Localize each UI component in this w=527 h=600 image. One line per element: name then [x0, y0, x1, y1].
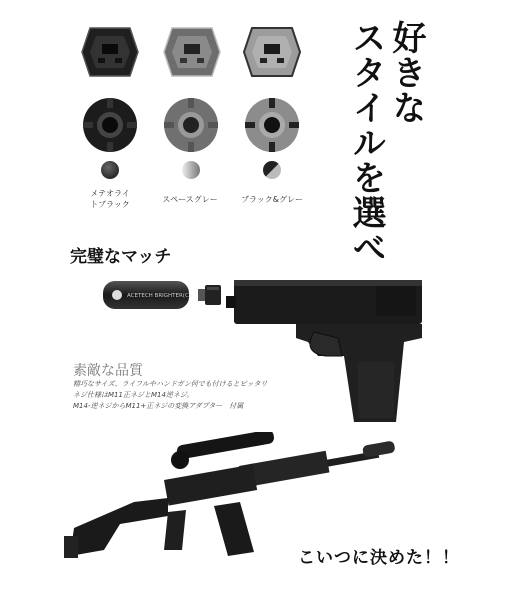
swatch-black-grey[interactable] — [263, 161, 281, 179]
headline-line1: 好きな — [386, 20, 426, 125]
ring-black[interactable] — [81, 96, 139, 154]
quality-title: 素敵な品質 — [73, 363, 143, 379]
headline — [346, 20, 426, 265]
tracer-unit-image — [101, 277, 191, 313]
closing-text: こいつに決めた！！ — [298, 548, 460, 568]
variant-label-black: メテオライ トブラック — [90, 189, 130, 209]
variant-label-black-grey: ブラック&グレー — [240, 195, 304, 204]
match-title: 完璧なマッチ — [70, 247, 172, 267]
hex-cap-grey[interactable] — [162, 26, 222, 86]
quality-description — [73, 379, 293, 412]
quality-line-2: ネジ仕様はM11正ネジとM14逆ネジ。 — [73, 391, 194, 399]
hex-cap-black-grey[interactable] — [242, 26, 302, 86]
swatch-grey[interactable] — [182, 161, 200, 179]
swatch-black[interactable] — [101, 161, 119, 179]
headline-line2: スタイルを選べ — [346, 20, 386, 265]
quality-line-1: 精巧なサイズ、ライフルやハンドガン何でも付けるとピッタリ — [73, 380, 268, 388]
ring-black-grey[interactable] — [243, 96, 301, 154]
tracer-label: ACETECH BRIGHTER(C) — [127, 293, 191, 299]
ring-grey[interactable] — [162, 96, 220, 154]
adapter-image — [198, 283, 224, 307]
variant-label-grey: スペースグレー — [162, 195, 218, 204]
hex-cap-black[interactable] — [80, 26, 140, 86]
variant-grid — [62, 16, 312, 216]
quality-line-3: M14-逆ネジからM11+正ネジの変換アダプター 付属 — [73, 402, 244, 410]
